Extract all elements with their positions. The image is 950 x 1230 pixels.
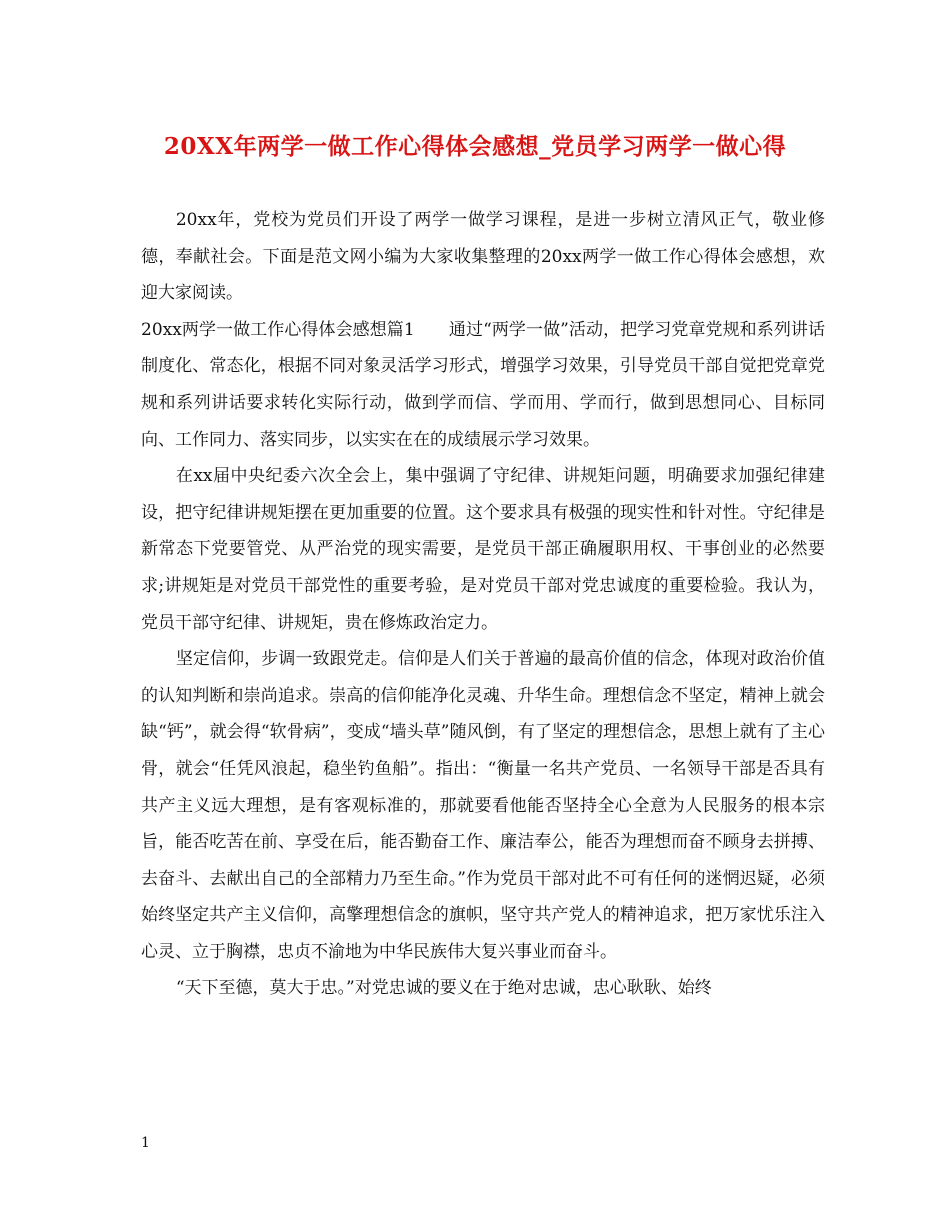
page-number: 1	[141, 1135, 150, 1151]
paragraph-section-1: 20xx两学一做工作心得体会感想篇1 通过“两学一做”活动，把学习党章党规和系列讲话制度化、常态化，根据不同对象灵活学习形式，增强学习效果，引导党员干部自觉把党章党规和系列讲话要求转化实际行动，做到学而信、学而用、学而行，做到思想同心、目标同向、工作同力、落实同步，以实实在在的成绩展示学习效果。	[141, 319, 825, 450]
paragraph-intro: 20xx年，党校为党员们开设了两学一做学习课程，是进一步树立清风正气，敬业修德，奉献社会。下面是范文网小编为大家收集整理的20xx两学一做工作心得体会感想，欢迎大家阅读。	[141, 210, 825, 304]
paragraph-belief: 坚定信仰，步调一致跟党走。信仰是人们关于普遍的最高价值的信念，体现对政治价值的认知判断和崇尚追求。崇高的信仰能净化灵魂、升华生命。理想信念不坚定，精神上就会缺“钙”，就会得“软骨病”，变成“墙头草”随风倒，有了坚定的理想信念，思想上就有了主心骨，就会“任凭风浪起，稳坐钓鱼船”。指出：“衡量一名共产党员、一名领导干部是否具有共产主义远大理想，是有客观标准的，那就要看他能否坚持全心全意为人民服务的根本宗旨，能否吃苦在前、享受在后，能否勤奋工作、廉洁奉公，能否为理想而奋不顾身去拼搏、去奋斗、去献出自己的全部精力乃至生命。”作为党员干部对此不可有任何的迷惘迟疑，必须始终坚定共产主义信仰，高擎理想信念的旗帜，坚守共产党人的精神追求，把万家忧乐注入心灵、立于胸襟，忠贞不渝地为中华民族伟大复兴事业而奋斗。	[141, 649, 825, 962]
document-title: 20XX年两学一做工作心得体会感想_党员学习两学一做心得	[163, 133, 787, 160]
paragraph-loyalty: “天下至德，莫大于忠。”对党忠诚的要义在于绝对忠诚，忠心耿耿、始终	[175, 978, 712, 999]
document-body	[141, 202, 825, 1007]
paragraph-discipline: 在xx届中央纪委六次全会上，集中强调了守纪律、讲规矩问题，明确要求加强纪律建设，把守纪律讲规矩摆在更加重要的位置。这个要求具有极强的现实性和针对性。守纪律是新常态下党要管党、从严治党的现实需要，是党员干部正确履职用权、干事创业的必然要求;讲规矩是对党员干部党性的重要考验，是对党员干部对党忠诚度的重要检验。我认为，党员干部守纪律、讲规矩，贵在修炼政治定力。	[141, 466, 825, 633]
